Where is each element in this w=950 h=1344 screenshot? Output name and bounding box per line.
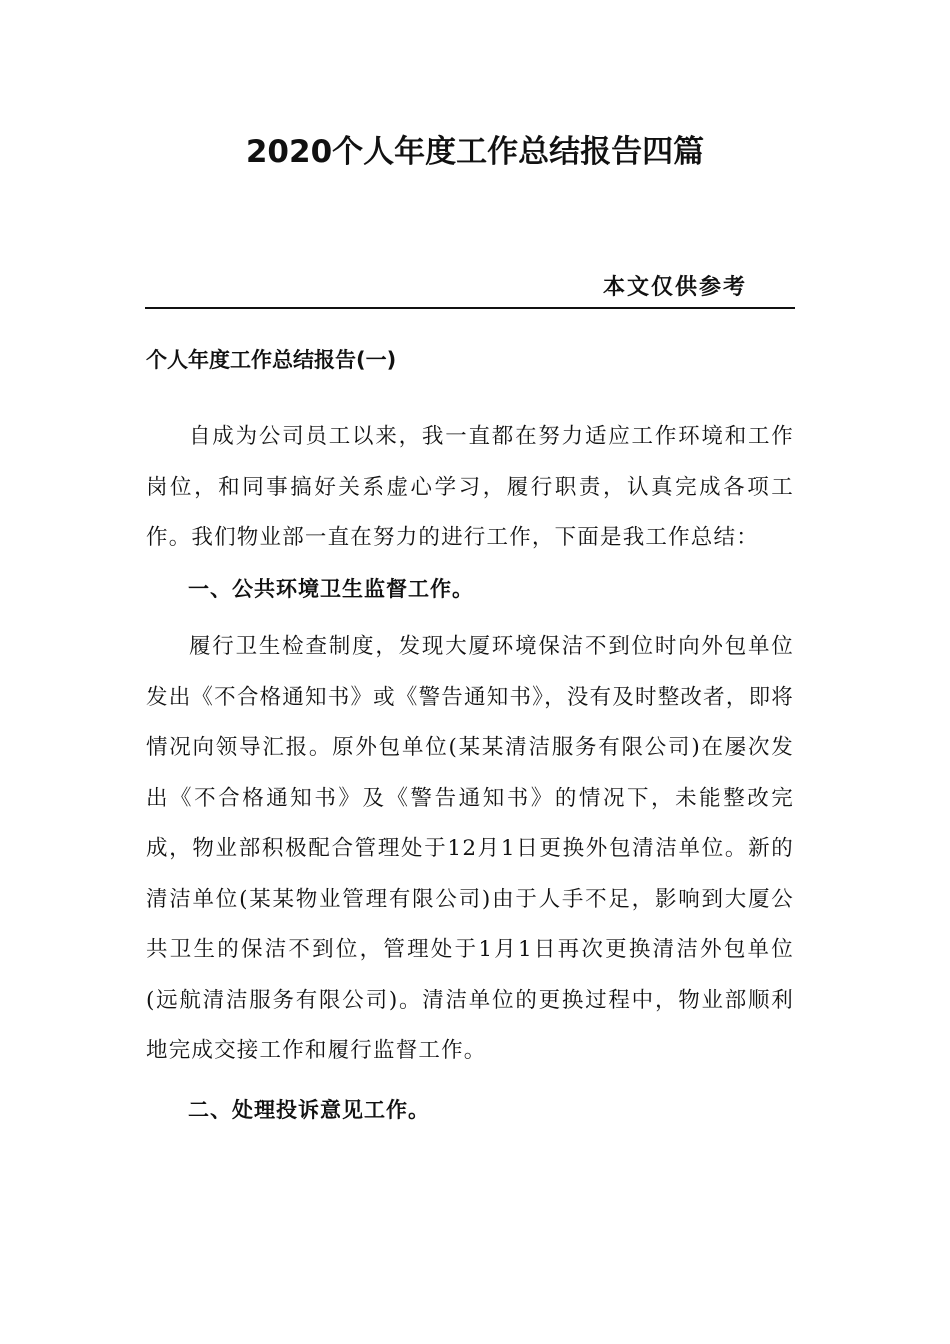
- document-body: [146, 412, 794, 1135]
- subheading-environment-supervision: 一、公共环境卫生监督工作。: [188, 576, 474, 601]
- environment-paragraph: 履行卫生检查制度，发现大厦环境保洁不到位时向外包单位发出《不合格通知书》或《警告通知书》，没有及时整改者，即将情况向领导汇报。原外包单位(某某清洁服务有限公司)在屡次发出《不合格通知书》及《警告通知书》的情况下，未能整改完成，物业部积极配合管理处于12月1日更换外包清洁单位。新的清洁单位(某某物业管理有限公司)由于人手不足，影响到大厦公共卫生的保洁不到位，管理处于1月1日再次更换清洁外包单位(远航清洁服务有限公司)。清洁单位的更换过程中，物业部顺利地完成交接工作和履行监督工作。: [146, 634, 794, 1063]
- document-title: 2020个人年度工作总结报告四篇: [245, 134, 705, 170]
- reference-note: 本文仅供参考: [603, 275, 748, 300]
- subheading-complaint-handling: 二、处理投诉意见工作。: [188, 1097, 430, 1122]
- section-heading: 个人年度工作总结报告(一): [146, 348, 397, 372]
- spacer: [146, 1077, 794, 1085]
- intro-paragraph: 自成为公司员工以来，我一直都在努力适应工作环境和工作岗位，和同事搞好关系虚心学习，履行职责，认真完成各项工作。我们物业部一直在努力的进行工作，下面是我工作总结：: [146, 424, 794, 550]
- spacer: [146, 614, 794, 622]
- header-divider: [145, 307, 795, 309]
